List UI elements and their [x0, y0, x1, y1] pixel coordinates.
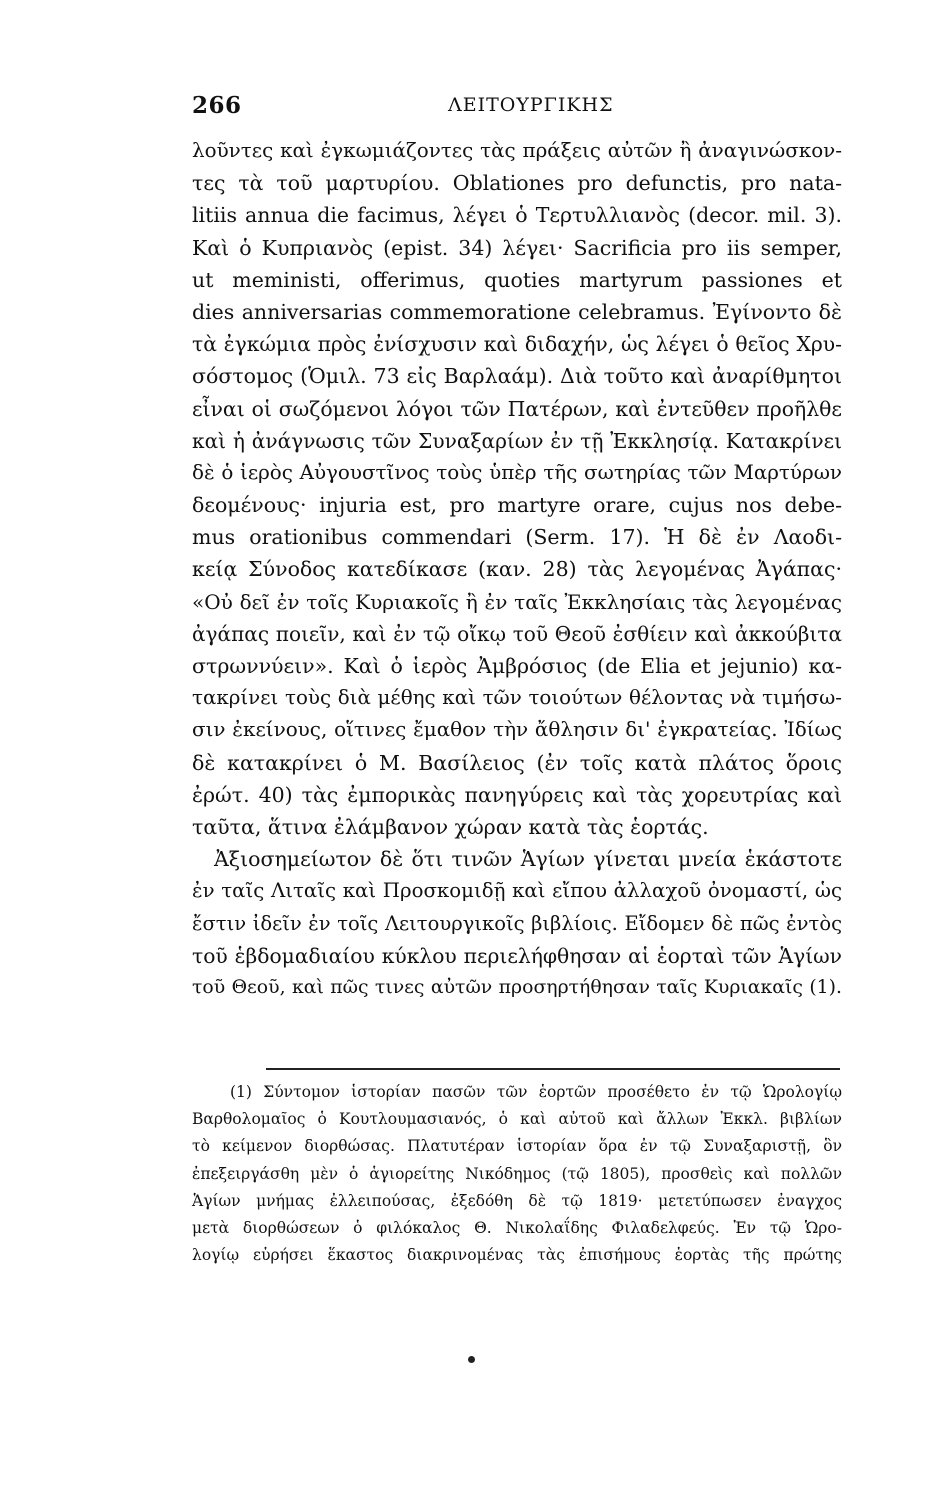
- text-line: τοῦ Θεοῦ, καὶ πῶς τινες αὐτῶν προσηρτήθησαν ταῖς Κυριακαῖς (1).: [192, 976, 842, 998]
- footnote-line: Ἁγίων μνήμας ἐλλειπούσας, ἐξεδόθη δὲ τῷ 1819· μετετύπωσεν ἐναγχος: [192, 1191, 842, 1210]
- text-line: mus orationibus commendari (Serm. 17). Ἡ δὲ ἐν Λαοδι-: [192, 525, 842, 550]
- text-line: ut meministi, offerimus, quoties martyrum passiones et: [192, 267, 842, 292]
- footnote-line: τὸ κείμενον διορθώσας. Πλατυτέραν ἱστορίαν ὅρα ἐν τῷ Συναξαριστῇ, ὃν: [192, 1137, 842, 1156]
- text-line: δὲ κατακρίνει ὁ Μ. Βασίλειος (ἐν τοῖς κατὰ πλάτος ὅροις: [192, 750, 842, 775]
- text-line: ἐν ταῖς Λιταῖς καὶ Προσκομιδῇ καὶ εἴπου ἀλλαχοῦ ὀνομαστί, ὡς: [192, 879, 842, 903]
- text-line: καὶ ἡ ἀνάγνωσις τῶν Συναξαρίων ἐν τῇ Ἐκκλησίᾳ. Κατακρίνει: [192, 428, 842, 453]
- text-line: ἐρώτ. 40) τὰς ἐμπορικὰς πανηγύρεις καὶ τὰς χορευτρίας καὶ: [192, 782, 842, 807]
- footnote-line: (1) Σύντομον ἱστορίαν πασῶν τῶν ἑορτῶν προσέθετο ἐν τῷ Ὡρολογίῳ: [230, 1083, 842, 1101]
- text-line: λοῦντες καὶ ἐγκωμιάζοντες τὰς πράξεις αὐτῶν ἢ ἀναγινώσκον-: [192, 139, 842, 162]
- text-line: σιν ἐκείνους, οἵτινες ἔμαθον τὴν ἄθλησιν δι' ἐγκρατείας. Ἰδίως: [192, 718, 842, 742]
- text-line: dies anniversarias commemoratione celebramus. Ἐγίνοντο δὲ: [192, 299, 842, 324]
- running-title: ΛΕΙΤΟΥΡΓΙΚΗΣ: [448, 94, 614, 116]
- text-line: ἀγάπας ποιεῖν, καὶ ἐν τῷ οἴκῳ τοῦ Θεοῦ ἐσθίειν καὶ ἀκκούβιτα: [192, 621, 842, 646]
- text-line: τὰ ἐγκώμια πρὸς ἐνίσχυσιν καὶ διδαχήν, ὡς λέγει ὁ θεῖος Χρυ-: [192, 332, 842, 357]
- footnote-line: λογίῳ εὑρήσει ἕκαστος διακρινομένας τὰς ἐπισήμους ἑορτὰς τῆς πρώτης: [192, 1246, 842, 1265]
- text-line: στρωννύειν». Καὶ ὁ ἱερὸς Ἀμβρόσιος (de Elia et jejunio) κα-: [192, 654, 842, 678]
- footnotes: [192, 1079, 842, 1269]
- text-line: σόστομος (Ὁμιλ. 73 εἰς Βαρλαάμ). Διὰ τοῦτο καὶ ἀναρίθμητοι: [192, 364, 842, 389]
- page-header: [192, 92, 842, 122]
- text-line: δὲ ὁ ἱερὸς Αὐγουστῖνος τοὺς ὑπὲρ τῆς σωτηρίας τῶν Μαρτύρων: [192, 460, 842, 484]
- page-number: 266: [192, 92, 242, 119]
- text-line: τοῦ ἑβδομαδιαίου κύκλου περιελήφθησαν αἱ ἑορταὶ τῶν Ἁγίων: [192, 943, 842, 968]
- ink-dot: [468, 1356, 475, 1363]
- text-line: τες τὰ τοῦ μαρτυρίου. Oblationes pro defunctis, pro nata-: [192, 171, 842, 196]
- footnote-line: μετὰ διορθώσεων ὁ φιλόκαλος Θ. Νικολαΐδης Φιλαδελφεύς. Ἐν τῷ Ὡρο-: [192, 1218, 842, 1237]
- footnote-line: Βαρθολομαῖος ὁ Κουτλουμασιανός, ὁ καὶ αὐτοῦ καὶ ἄλλων Ἐκκλ. βιβλίων: [192, 1110, 842, 1129]
- text-line: litiis annua die facimus, λέγει ὁ Τερτυλλιανὸς (decor. mil. 3).: [192, 203, 842, 228]
- text-line: εἶναι οἱ σωζόμενοι λόγοι τῶν Πατέρων, καὶ ἐντεῦθεν προῆλθε: [192, 396, 842, 421]
- main-text: [192, 135, 842, 1004]
- text-line: «Οὐ δεῖ ἐν τοῖς Κυριακοῖς ἢ ἐν ταῖς Ἐκκλησίαις τὰς λεγομένας: [192, 589, 842, 614]
- footnote-divider: [266, 1068, 840, 1070]
- text-line: τακρίνει τοὺς διὰ μέθης καὶ τῶν τοιούτων θέλοντας νὰ τιμήσω-: [192, 686, 842, 710]
- text-line: ταῦτα, ἅτινα ἐλάμβανον χώραν κατὰ τὰς ἑορτάς.: [192, 814, 709, 839]
- text-line: κείᾳ Σύνοδος κατεδίκασε (καν. 28) τὰς λεγομένας Ἀγάπας·: [192, 557, 842, 582]
- footnote-line: ἐπεξειργάσθη μὲν ὁ ἁγιορείτης Νικόδημος (τῷ 1805), προσθεὶς καὶ πολλῶν: [192, 1164, 842, 1183]
- text-line: ἔστιν ἰδεῖν ἐν τοῖς Λειτουργικοῖς βιβλίοις. Εἴδομεν δὲ πῶς ἐντὸς: [192, 911, 842, 935]
- text-line: Ἀξιοσημείωτον δὲ ὅτι τινῶν Ἁγίων γίνεται μνεία ἑκάστοτε: [214, 847, 842, 872]
- text-line: Καὶ ὁ Κυπριανὸς (epist. 34) λέγει· Sacrificia pro iis semper,: [192, 235, 842, 260]
- text-line: δεομένους· injuria est, pro martyre orare, cujus nos debe-: [192, 493, 842, 518]
